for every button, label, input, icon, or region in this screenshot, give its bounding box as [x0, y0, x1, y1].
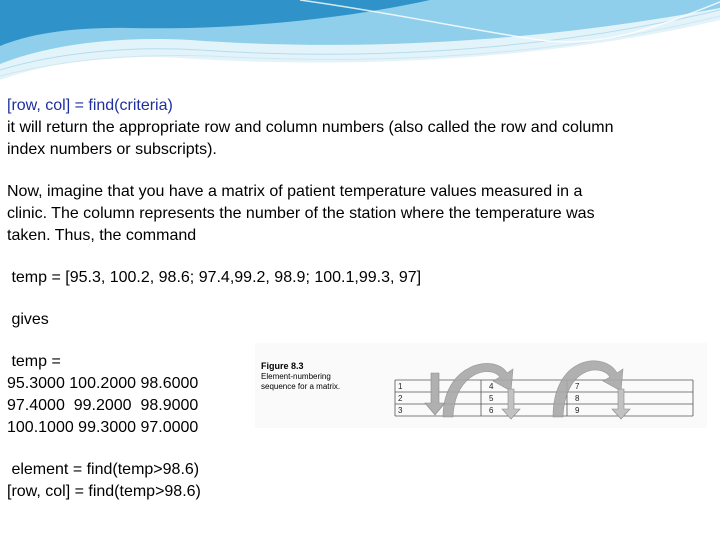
cell-number: 6 — [489, 406, 494, 415]
cell-number: 2 — [398, 394, 403, 403]
figure-8-3 — [255, 343, 707, 428]
find-syntax-line: [row, col] = find(criteria) — [7, 97, 173, 114]
gives-line: gives — [7, 311, 49, 328]
paragraph-line-3: taken. Thus, the command — [7, 227, 197, 244]
spacer — [7, 247, 707, 267]
cell-number: 8 — [575, 394, 580, 403]
paragraph-line-2: clinic. The column represents the number of the station where the temperature was — [7, 205, 595, 222]
description-line-2: index numbers or subscripts). — [7, 141, 217, 158]
rowcol-command-line: [row, col] = find(temp>98.6) — [7, 483, 201, 500]
cell-number: 5 — [489, 394, 494, 403]
figure-caption-line-1: Element-numbering — [261, 372, 331, 381]
temp-result-row-1: 95.3000 100.2000 98.6000 — [7, 375, 199, 392]
description-line-1: it will return the appropriate row and column numbers (also called the row and column — [7, 119, 614, 136]
down-arrow-icon — [425, 373, 445, 415]
spacer — [7, 439, 707, 459]
figure-label: Figure 8.3 — [261, 361, 304, 371]
spacer — [7, 161, 707, 181]
cell-number: 4 — [489, 382, 494, 391]
spacer — [7, 289, 707, 309]
element-command-line: element = find(temp>98.6) — [7, 461, 200, 478]
cell-number: 3 — [398, 406, 403, 415]
temp-result-row-2: 97.4000 99.2000 98.9000 — [7, 397, 199, 414]
temp-result-row-3: 100.1000 99.3000 97.0000 — [7, 419, 199, 436]
slide-body — [7, 95, 707, 503]
cell-number: 7 — [575, 382, 580, 391]
figure-caption-line-2: sequence for a matrix. — [261, 382, 341, 391]
temp-result-label: temp = — [7, 353, 61, 370]
temp-command-line: temp = [95.3, 100.2, 98.6; 97.4,99.2, 98.9; 100.1,99.3, 97] — [7, 269, 422, 286]
curved-arrow-icon — [553, 361, 623, 417]
header-wave-decoration — [0, 0, 720, 90]
cell-number: 1 — [398, 382, 403, 391]
cell-number: 9 — [575, 406, 580, 415]
matrix-grid — [395, 380, 693, 416]
paragraph-line-1: Now, imagine that you have a matrix of patient temperature values measured in a — [7, 183, 583, 200]
figure-caption — [261, 361, 340, 392]
